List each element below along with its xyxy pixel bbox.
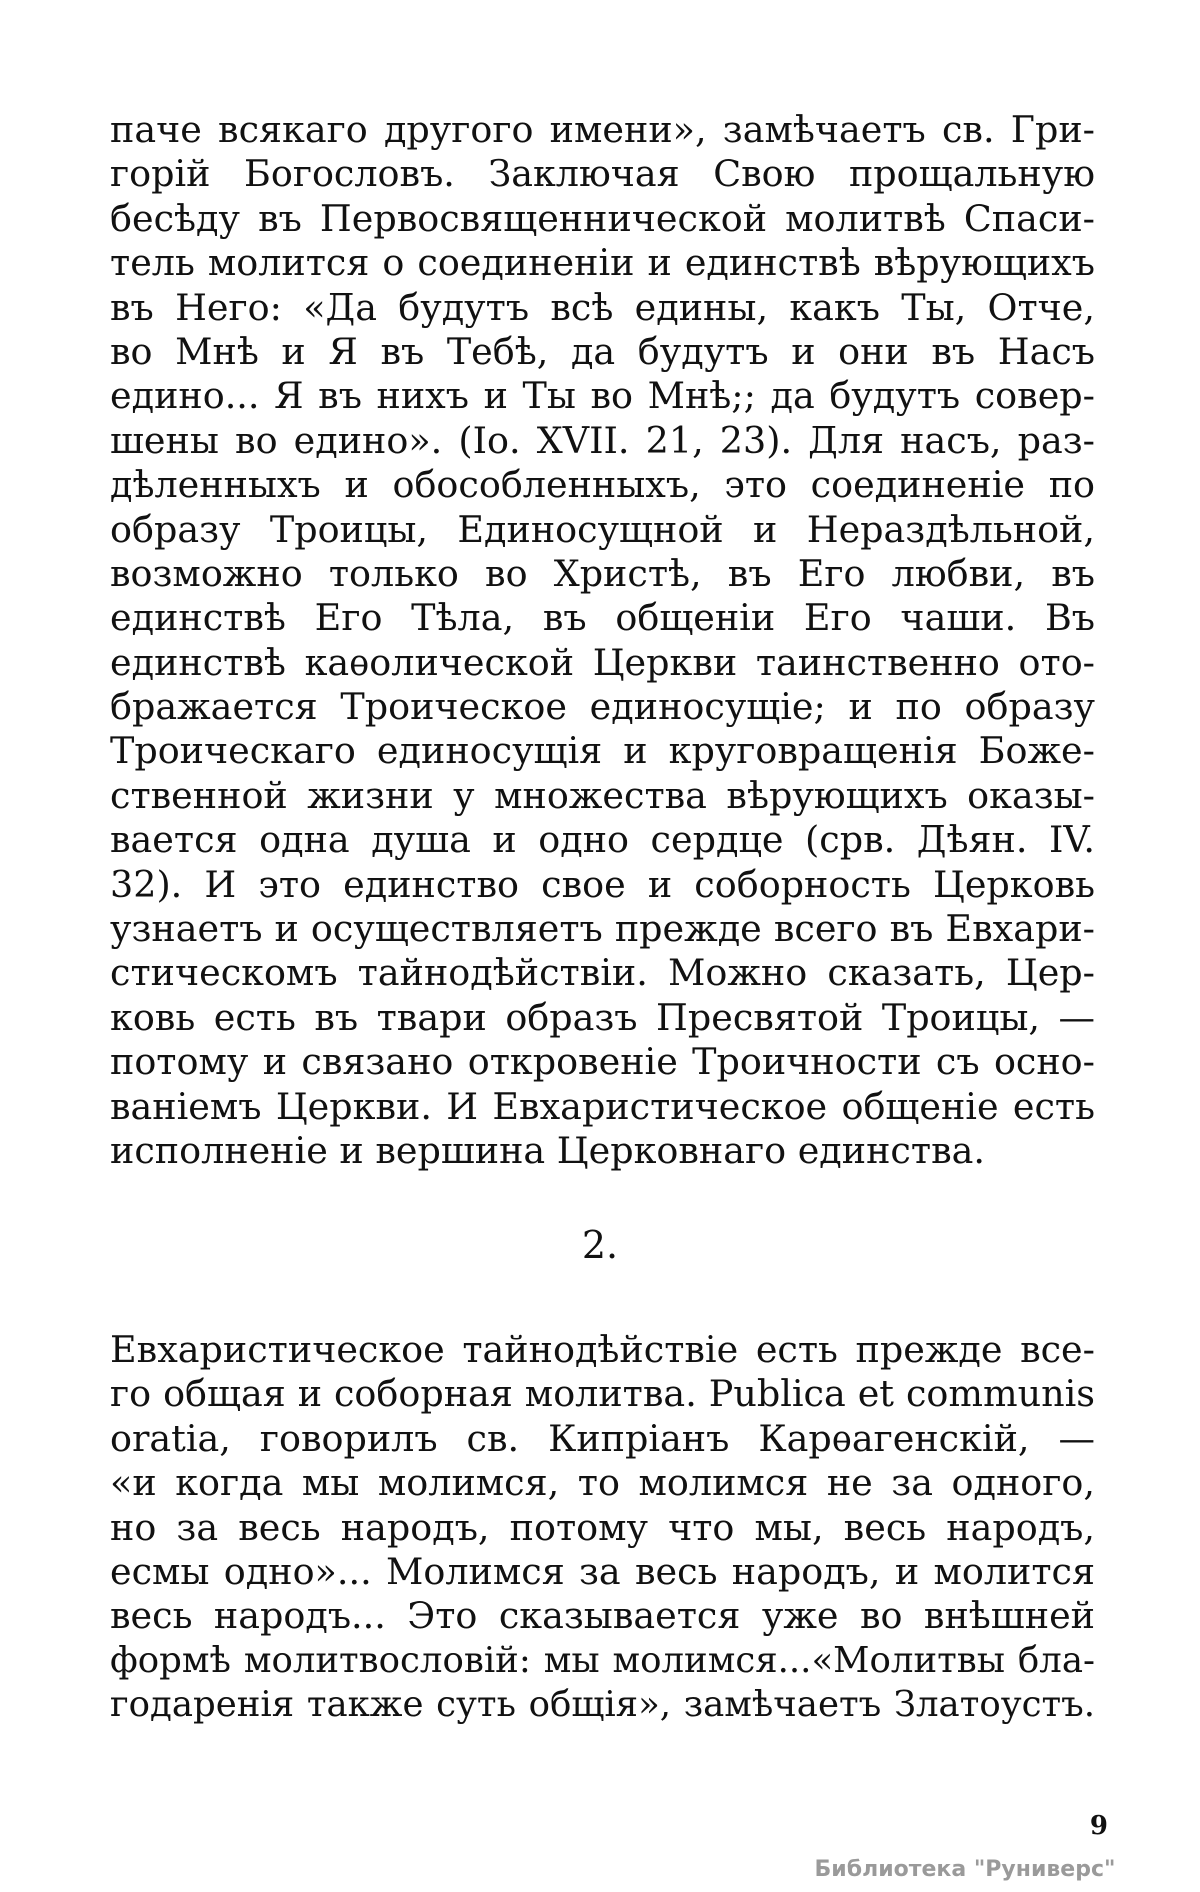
text-line: единствѣ каѳолической Церкви таинственно ото-: [110, 640, 1095, 684]
text-line: паче всякаго другого имени», замѣчаетъ св. Гри-: [110, 108, 1095, 151]
text-line: годаренія также суть общія», замѣчаетъ Златоустъ.: [110, 1684, 1095, 1726]
paragraph-1: [110, 108, 1095, 1173]
paragraph-2: [110, 1328, 1095, 1728]
text-line: исполненіе и вершина Церковнаго единства.: [110, 1128, 985, 1172]
text-line: стическомъ тайнодѣйствіи. Можно сказать, Цер-: [110, 951, 1095, 995]
text-line: образу Троицы, Единосущной и Нераздѣльной,: [110, 507, 1095, 551]
text-line: потому и связано откровеніе Троичности съ осно-: [110, 1040, 1095, 1084]
section-number: 2.: [581, 1223, 619, 1267]
text-line: ственной жизни у множества вѣрующихъ оказы-: [110, 773, 1095, 817]
text-line: узнаетъ и осуществляетъ прежде всего въ Евхари-: [110, 907, 1095, 951]
text-line: 32). И это единство свое и соборность Церковь: [110, 862, 1095, 906]
text-line: единствѣ Его Тѣла, въ общеніи Его чаши. Въ: [110, 596, 1095, 640]
text-line: вается одна душа и одно сердце (срв. Дѣян. IV.: [110, 818, 1095, 862]
text-line: «и когда мы молимся, то молимся не за одного,: [110, 1461, 1095, 1505]
text-line: бражается Троическое единосущіе; и по образу: [110, 685, 1095, 729]
text-line: шены во едино». (Іо. XVII. 21, 23). Для насъ, раз-: [110, 418, 1095, 462]
text-line: во Мнѣ и Я въ Тебѣ, да будутъ и они въ Насъ: [110, 329, 1095, 373]
text-line: бесѣду въ Первосвященнической молитвѣ Спаси-: [110, 196, 1095, 240]
text-line: едино... Я въ нихъ и Ты во Мнѣ;; да будутъ совер-: [110, 374, 1095, 418]
text-line: формѣ молитвословій: мы молимся...«Молитвы бла-: [110, 1639, 1095, 1681]
text-line: тель молится о соединеніи и единствѣ вѣрующихъ: [110, 241, 1095, 285]
text-line: дѣленныхъ и обособленныхъ, это соединеніе по: [110, 463, 1095, 507]
text-line: Евхаристическое тайнодѣйствіе есть прежде все-: [110, 1328, 1095, 1371]
page-number: 9: [1089, 1811, 1108, 1841]
text-line: есмы одно»... Молимся за весь народъ, и молится: [110, 1549, 1095, 1593]
library-watermark: Библиотека "Руниверс": [814, 1857, 1116, 1882]
text-line: весь народъ... Это сказывается уже во внѣшней: [110, 1594, 1095, 1638]
text-line: Троическаго единосущія и круговращенія Боже-: [110, 729, 1095, 773]
text-line: го общая и соборная молитва. Publica et communis: [110, 1372, 1095, 1416]
text-line: но за весь народъ, потому что мы, весь народъ,: [110, 1505, 1095, 1549]
text-line: въ Него: «Да будутъ всѣ едины, какъ Ты, Отче,: [110, 285, 1095, 329]
text-line: ваніемъ Церкви. И Евхаристическое общеніе есть: [110, 1084, 1095, 1128]
text-line: возможно только во Христѣ, въ Его любви, въ: [110, 551, 1095, 595]
text-line: горій Богословъ. Заключая Свою прощальную: [110, 152, 1095, 196]
text-line: ковь есть въ твари образъ Пресвятой Троицы, —: [110, 995, 1095, 1039]
text-line: oratia, говорилъ св. Кипріанъ Карѳагенскій, —: [110, 1416, 1095, 1460]
